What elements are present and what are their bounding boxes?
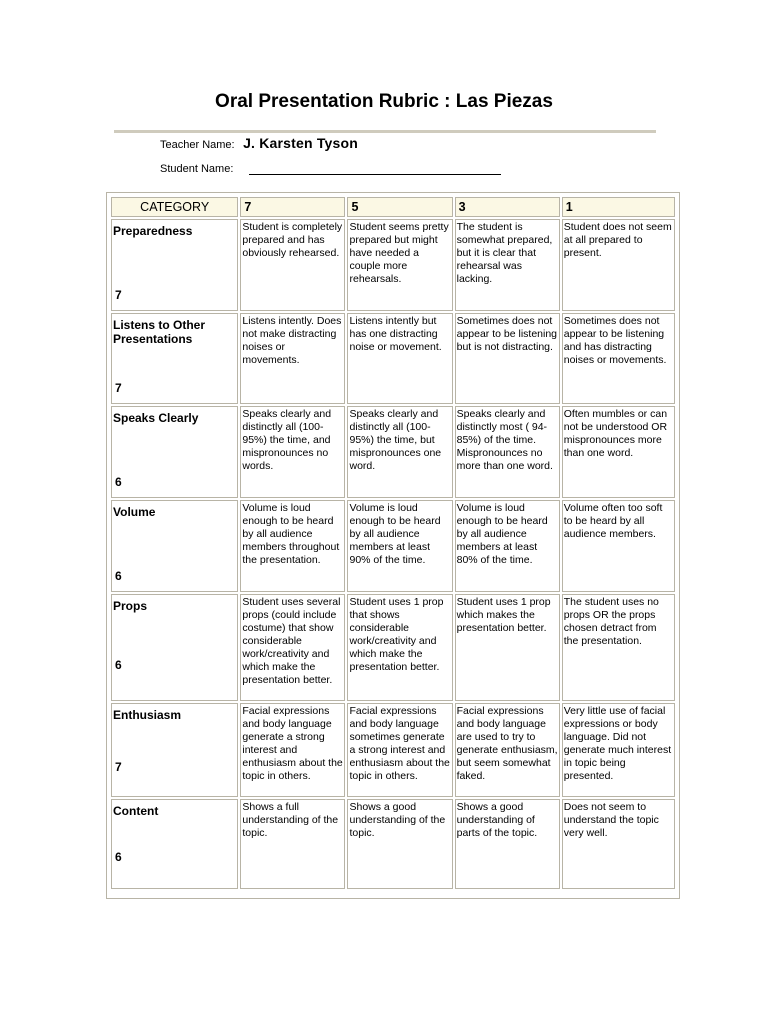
descriptor-cell-7: Student is completely prepared and has obviously rehearsed. <box>240 219 345 311</box>
header-score-3: 3 <box>455 197 560 217</box>
descriptor-cell-7: Speaks clearly and distinctly all (100-95%) the time, and mispronounces no words. <box>240 406 345 498</box>
title-divider <box>114 130 656 133</box>
descriptor-cell-3: The student is somewhat prepared, but it is clear that rehearsal was lacking. <box>455 219 560 311</box>
category-cell <box>111 406 238 498</box>
category-name: Props <box>113 599 148 613</box>
rubric-table <box>109 195 677 891</box>
header-row <box>111 197 675 217</box>
rubric-row-listens <box>111 313 675 404</box>
category-name: Speaks Clearly <box>113 411 199 425</box>
descriptor-cell-5: Listens intently but has one distracting noise or movement. <box>347 313 452 404</box>
teacher-name-value: J. Karsten Tyson <box>243 135 359 151</box>
descriptor-cell-7: Listens intently. Does not make distracting noises or movements. <box>240 313 345 404</box>
descriptor-cell-7: Student uses several props (could include costume) that show considerable work/creativity and which make the presentation better. <box>240 594 345 701</box>
category-name: Volume <box>113 505 156 519</box>
descriptor-cell-5: Speaks clearly and distinctly all (100-95%) the time, but mispronounces one word. <box>347 406 452 498</box>
rubric-table-container <box>106 192 680 899</box>
category-cell <box>111 219 238 311</box>
rubric-row-enthusiasm <box>111 703 675 797</box>
header-score-7: 7 <box>240 197 345 217</box>
descriptor-cell-1: Does not seem to understand the topic very well. <box>562 799 675 889</box>
descriptor-cell-3: Volume is loud enough to be heard by all audience members at least 80% of the time. <box>455 500 560 592</box>
category-score: 7 <box>115 288 122 302</box>
student-name-label: Student Name: <box>160 163 234 175</box>
category-cell <box>111 703 238 797</box>
rubric-row-content <box>111 799 675 889</box>
descriptor-cell-1: Volume often too soft to be heard by all audience members. <box>562 500 675 592</box>
category-cell <box>111 313 238 404</box>
category-name: Listens to Other Presentations <box>113 318 206 346</box>
descriptor-cell-5: Shows a good understanding of the topic. <box>347 799 452 889</box>
category-score: 6 <box>115 850 122 864</box>
descriptor-cell-3: Sometimes does not appear to be listening but is not distracting. <box>455 313 560 404</box>
page-title: Oral Presentation Rubric : Las Piezas <box>215 91 553 112</box>
header-score-5: 5 <box>347 197 452 217</box>
descriptor-cell-5: Student seems pretty prepared but might have needed a couple more rehearsals. <box>347 219 452 311</box>
descriptor-cell-3: Student uses 1 prop which makes the presentation better. <box>455 594 560 701</box>
descriptor-cell-7: Facial expressions and body language generate a strong interest and enthusiasm about the topic in others. <box>240 703 345 797</box>
header-category: CATEGORY <box>111 197 238 217</box>
rubric-row-preparedness <box>111 219 675 311</box>
rubric-row-volume <box>111 500 675 592</box>
descriptor-cell-3: Facial expressions and body language are used to try to generate enthusiasm, but seem somewhat faked. <box>455 703 560 797</box>
category-score: 6 <box>115 569 122 583</box>
descriptor-cell-5: Volume is loud enough to be heard by all audience members at least 90% of the time. <box>347 500 452 592</box>
rubric-row-speaks-clearly <box>111 406 675 498</box>
descriptor-cell-7: Volume is loud enough to be heard by all audience members throughout the presentation. <box>240 500 345 592</box>
category-cell <box>111 500 238 592</box>
descriptor-cell-3: Shows a good understanding of parts of the topic. <box>455 799 560 889</box>
header-score-1: 1 <box>562 197 675 217</box>
category-cell <box>111 799 238 889</box>
category-name: Preparedness <box>113 224 193 238</box>
descriptor-cell-5: Facial expressions and body language sometimes generate a strong interest and enthusiasm about the topic in others. <box>347 703 452 797</box>
rubric-row-props <box>111 594 675 701</box>
descriptor-cell-1: The student uses no props OR the props chosen detract from the presentation. <box>562 594 675 701</box>
category-score: 6 <box>115 658 122 672</box>
category-score: 7 <box>115 381 122 395</box>
category-score: 7 <box>115 760 122 774</box>
descriptor-cell-1: Sometimes does not appear to be listening and has distracting noises or movements. <box>562 313 675 404</box>
student-name-blank[interactable] <box>249 163 501 175</box>
descriptor-cell-7: Shows a full understanding of the topic. <box>240 799 345 889</box>
descriptor-cell-3: Speaks clearly and distinctly most ( 94-85%) of the time. Mispronounces no more than one word. <box>455 406 560 498</box>
category-cell <box>111 594 238 701</box>
descriptor-cell-1: Very little use of facial expressions or body language. Did not generate much interest in topic being presented. <box>562 703 675 797</box>
category-score: 6 <box>115 475 122 489</box>
student-name-row <box>160 163 501 175</box>
descriptor-cell-1: Often mumbles or can not be understood OR mispronounces more than one word. <box>562 406 675 498</box>
descriptor-cell-1: Student does not seem at all prepared to present. <box>562 219 675 311</box>
descriptor-cell-5: Student uses 1 prop that shows considerable work/creativity and which make the presentation better. <box>347 594 452 701</box>
teacher-name-label: Teacher Name: <box>160 139 235 151</box>
category-name: Enthusiasm <box>113 708 182 722</box>
category-name: Content <box>113 804 159 818</box>
teacher-name-row <box>160 135 358 151</box>
